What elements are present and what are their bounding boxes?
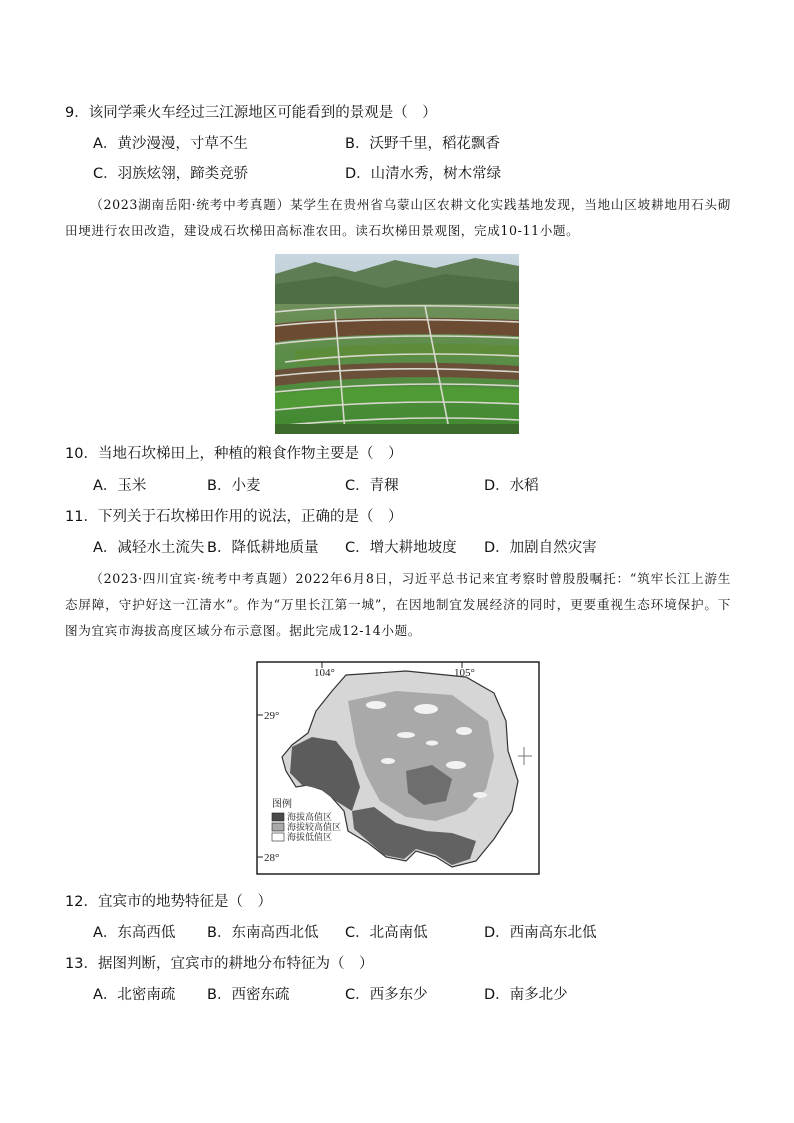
q10-stem: 10．当地石坎梯田上，种植的粮食作物主要是（ ） <box>65 446 403 462</box>
elevation-map <box>256 661 540 875</box>
q13-stem: 13．据图判断，宜宾市的耕地分布特征为（ ） <box>65 956 374 972</box>
intro-paragraph-2: （2023·四川宜宾·统考中考真题）2022年6月8日，习近平总书记来宜考察时曾殷殷嘱托：“筑牢长江上游生态屏障，守护好这一江清水”。作为“万里长江第一城”，在因地制宜发展经济的同时，更要重视生态环境保护。下图为宜宾市海拔高度区域分布示意图。据此完成12-14小题。 <box>65 571 731 638</box>
q12-stem: 12．宜宾市的地势特征是（ ） <box>65 894 272 910</box>
q11-option-a: A．减轻水土流失 <box>93 540 205 556</box>
map-legend-medium: 海拔较高值区 <box>287 822 342 832</box>
map-lon-105: 105° <box>454 667 475 679</box>
q11-option-d: D．加剧自然灾害 <box>484 540 597 556</box>
q13-option-a: A．北密南疏 <box>93 987 176 1003</box>
map-lat-28: 28° <box>264 852 280 864</box>
q11-option-b: B．降低耕地质量 <box>207 540 319 556</box>
intro-paragraph-1: （2023湖南岳阳·统考中考真题）某学生在贵州省乌蒙山区农耕文化实践基地发现，当地山区坡耕地用石头砌田埂进行农田改造，建设成石坎梯田高标准农田。读石坎梯田景观图，完成10-11小题。 <box>65 197 731 238</box>
q13-option-c: C．西多东少 <box>345 987 428 1003</box>
q12-option-d: D．西南高东北低 <box>484 925 597 941</box>
q12-option-c: C．北高南低 <box>345 925 428 941</box>
q13-option-d: D．南多北少 <box>484 987 568 1003</box>
map-lat-29: 29° <box>264 710 280 722</box>
map-legend-title: 图例 <box>272 799 292 810</box>
q10-option-b: B．小麦 <box>207 478 261 494</box>
q9-option-d: D．山清水秀，树木常绿 <box>345 166 502 182</box>
q9-option-b: B．沃野千里，稻花飘香 <box>345 136 500 152</box>
map-legend-high: 海拔高值区 <box>287 812 333 822</box>
q11-stem: 11．下列关于石坎梯田作用的说法，正确的是（ ） <box>65 509 403 525</box>
q11-option-c: C．增大耕地坡度 <box>345 540 457 556</box>
q12-option-b: B．东南高西北低 <box>207 925 319 941</box>
map-legend-low: 海拔低值区 <box>287 832 333 842</box>
q13-option-b: B．西密东疏 <box>207 987 290 1003</box>
q9-option-c: C．羽族炫翎，蹄类竞骄 <box>93 166 249 182</box>
q9-stem: 9．该同学乘火车经过三江源地区可能看到的景观是（ ） <box>65 105 437 121</box>
map-lon-104: 104° <box>314 667 335 679</box>
terrace-photo <box>275 254 519 434</box>
q10-option-c: C．青稞 <box>345 478 399 494</box>
q9-option-a: A．黄沙漫漫，寸草不生 <box>93 136 248 152</box>
q12-option-a: A．东高西低 <box>93 925 176 941</box>
q10-option-d: D．水稻 <box>484 478 539 494</box>
q10-option-a: A．玉米 <box>93 478 147 494</box>
